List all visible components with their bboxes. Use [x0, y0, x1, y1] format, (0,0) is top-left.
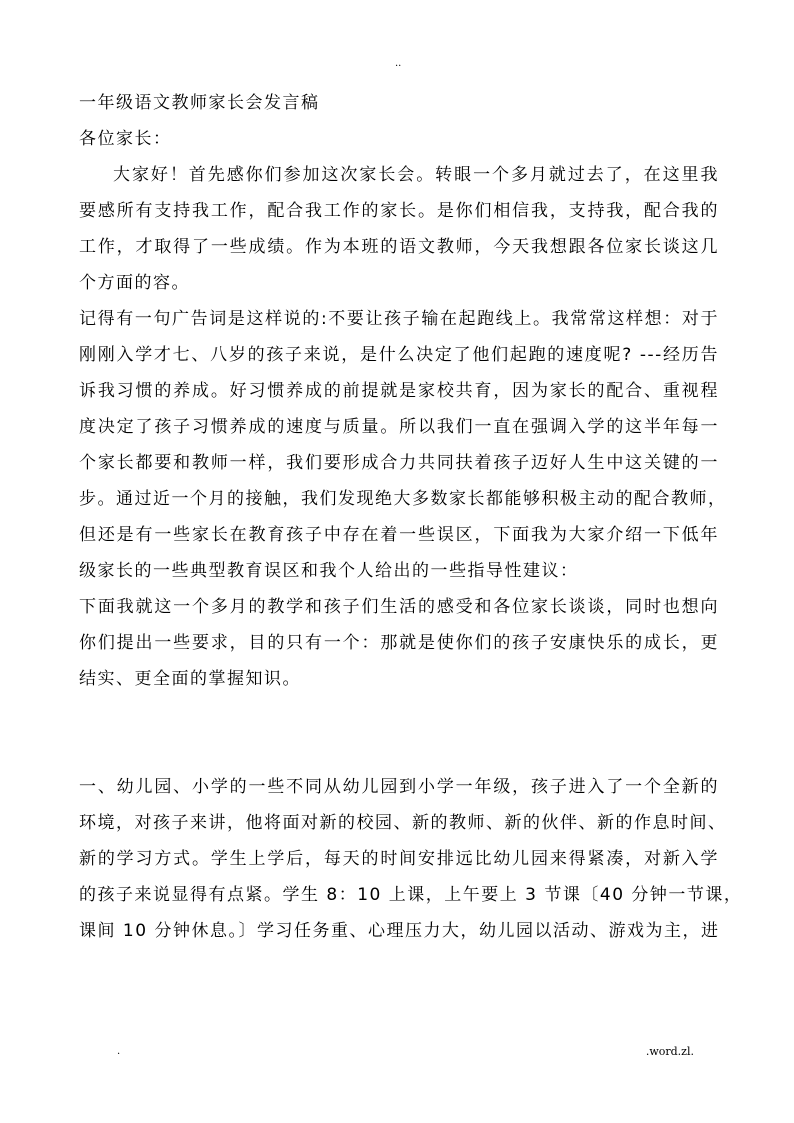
paragraph-line: 步。通过近一个月的接触，我们发现绝大多数家长都能够积极主动的配合教师，	[79, 489, 727, 509]
blank-line	[79, 697, 719, 733]
paragraph-line: 个方面的容。	[79, 273, 190, 293]
header-mark: ..	[395, 58, 402, 69]
footer-source-text: .word.zl.	[645, 1045, 694, 1058]
paragraph-line: 大家好！首先感你们参加这次家长会。转眼一个多月就过去了，在这里我	[113, 165, 719, 185]
paragraph-line: 记得有一句广告词是这样说的:不要让孩子输在起跑线上。我常常这样想：对于	[79, 309, 719, 329]
paragraph-line: 下面我就这一个多月的教学和孩子们生活的感受和各位家长谈谈，同时也想向	[79, 597, 719, 617]
paragraph-line: 的孩子来说显得有点紧。学生 8：10 上课，上午要上 3 节课〔40 分钟一节课，	[79, 885, 743, 905]
paragraph-line: 课间 10 分钟休息。〕学习任务重、心理压力大，幼儿园以活动、游戏为主，进	[79, 921, 720, 941]
paragraph-line: 工作，才取得了一些成绩。作为本班的语文教师，今天我想跟各位家长谈这几	[79, 237, 719, 257]
paragraph-line: 度决定了孩子习惯养成的速度与质量。所以我们一直在强调入学的这半年每一	[79, 417, 719, 437]
paragraph-line: 你们提出一些要求，目的只有一个：那就是使你们的孩子安康快乐的成长，更	[79, 633, 719, 653]
paragraph-line: 一、幼儿园、小学的一些不同从幼儿园到小学一年级，孩子进入了一个全新的	[79, 777, 719, 797]
paragraph-line: 诉我习惯的养成。好习惯养成的前提就是家校共育，因为家长的配合、重视程	[79, 381, 719, 401]
paragraph-line: 但还是有一些家长在教育孩子中存在着一些误区，下面我为大家介绍一下低年	[79, 525, 719, 545]
paragraph-line: 级家长的一些典型教育误区和我个人给出的一些指导性建议：	[79, 561, 579, 581]
paragraph-line: 结实、更全面的掌握知识。	[79, 669, 301, 689]
salutation: 各位家长：	[79, 129, 172, 149]
paragraph-line: 要感所有支持我工作，配合我工作的家长。是你们相信我，支持我，配合我的	[79, 201, 719, 221]
paragraph-line: 环境，对孩子来讲，他将面对新的校园、新的教师、新的伙伴、新的作息时间、	[79, 813, 727, 833]
document-body	[79, 85, 743, 949]
footer-left-mark: .	[117, 1046, 121, 1057]
document-title: 一年级语文教师家长会发言稿	[79, 93, 320, 113]
paragraph-line: 刚刚入学才七、八岁的孩子来说，是什么决定了他们起跑的速度呢? ---经历告	[79, 345, 719, 365]
paragraph-line: 新的学习方式。学生上学后，每天的时间安排远比幼儿园来得紧凑，对新入学	[79, 849, 719, 869]
blank-line	[79, 733, 719, 769]
paragraph-line: 个家长都要和教师一样，我们要形成合力共同扶着孩子迈好人生中这关键的一	[79, 453, 719, 473]
